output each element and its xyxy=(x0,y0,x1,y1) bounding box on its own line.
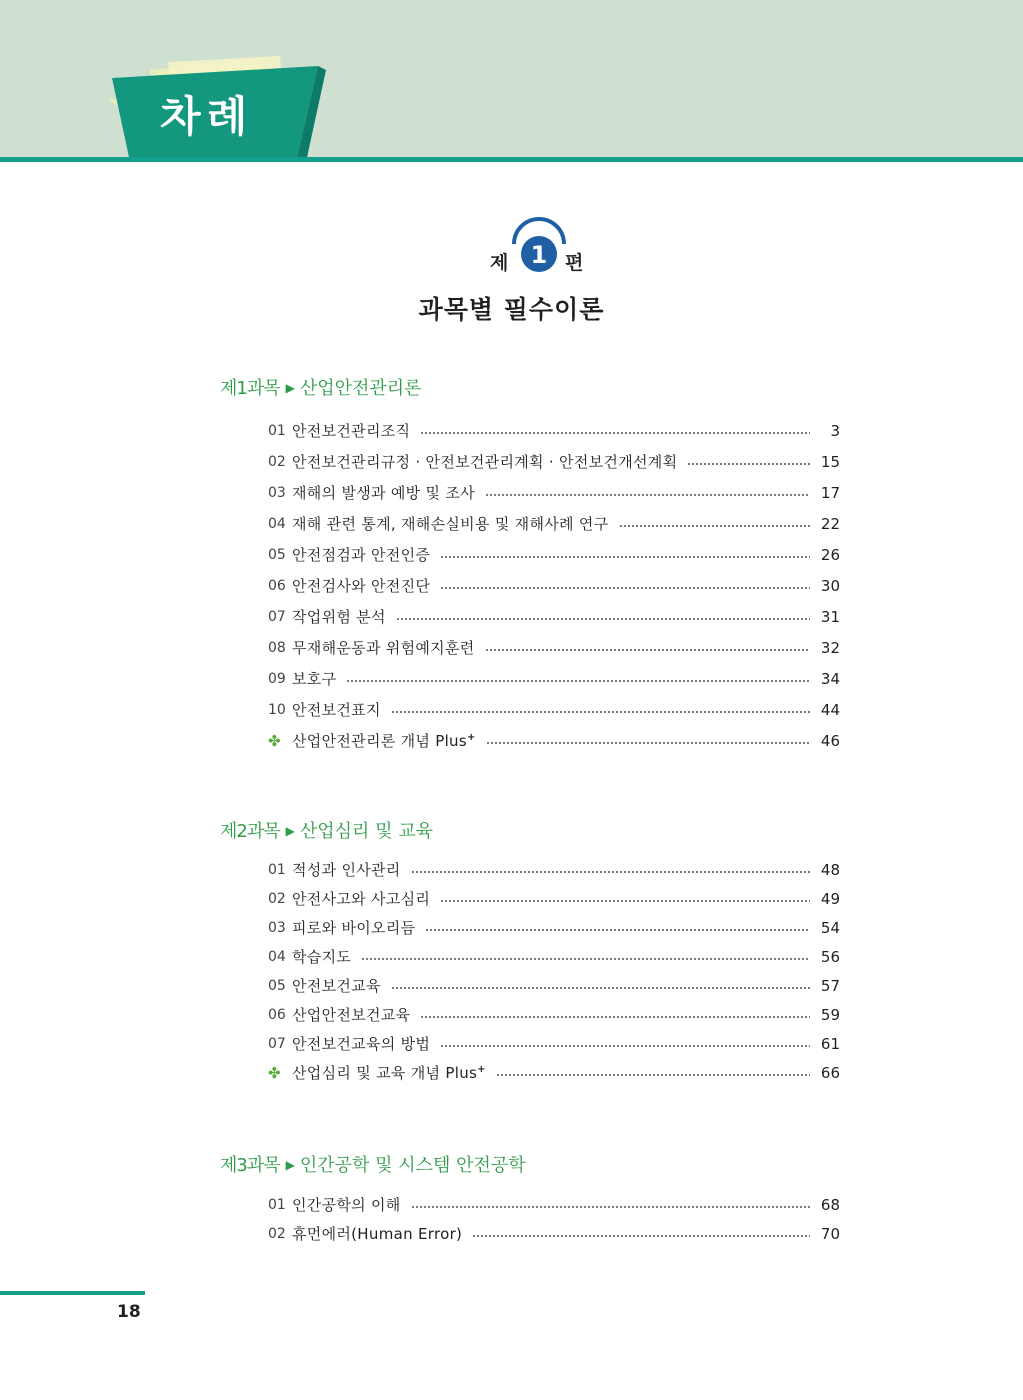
toc-item-page: 22 xyxy=(820,514,840,533)
subject-prefix: 제1과목 xyxy=(220,378,280,399)
toc-item-number: 01 xyxy=(268,861,286,878)
toc-item-title: 인간공학의 이해 xyxy=(292,1196,401,1214)
toc-item[interactable] xyxy=(268,601,840,632)
toc-item[interactable] xyxy=(268,884,840,913)
toc-item-page: 49 xyxy=(820,889,840,908)
toc-item-title: 재해의 발생과 예방 및 조사 xyxy=(292,484,475,502)
toc-item[interactable] xyxy=(268,971,840,1000)
toc-item-page: 57 xyxy=(820,976,840,995)
toc-item-page: 30 xyxy=(820,576,840,595)
toc-item-title: 안전보건교육의 방법 xyxy=(292,1035,431,1053)
toc-item-page: 66 xyxy=(820,1063,840,1082)
dot-leader xyxy=(420,1016,810,1018)
toc-item-page: 17 xyxy=(820,483,840,502)
part-number: 1 xyxy=(530,241,548,269)
subject-heading-3 xyxy=(220,1151,526,1177)
toc-list-2 xyxy=(268,855,840,1087)
clover-bullet-icon: ✤ xyxy=(268,1063,281,1082)
toc-item-number: 07 xyxy=(268,608,286,625)
toc-item-page: 59 xyxy=(820,1005,840,1024)
subject-name: 산업심리 및 교육 xyxy=(299,821,434,842)
dot-leader xyxy=(496,1074,810,1076)
toc-item-page: 44 xyxy=(820,700,840,719)
toc-item[interactable] xyxy=(268,1029,840,1058)
toc-item[interactable] xyxy=(268,570,840,601)
toc-item-number: 08 xyxy=(268,639,286,656)
toc-item-title: 안전보건관리규정 · 안전보건관리계획 · 안전보건개선계획 xyxy=(292,453,678,471)
dot-leader xyxy=(687,463,810,465)
toc-item-page: 61 xyxy=(820,1034,840,1053)
part-badge-icon xyxy=(508,214,570,278)
toc-item-title: 재해 관련 통계, 재해손실비용 및 재해사례 연구 xyxy=(292,515,609,533)
toc-item-number: 02 xyxy=(268,1225,286,1242)
part-title: 과목별 필수이론 xyxy=(418,295,605,324)
subject-heading-1 xyxy=(220,374,422,400)
toc-item-page: 56 xyxy=(820,947,840,966)
toc-item-title: 작업위험 분석 xyxy=(292,608,386,626)
toc-item-title: 안전점검과 안전인증 xyxy=(292,546,431,564)
toc-item-title: 피로와 바이오리듬 xyxy=(292,919,416,937)
toc-item-number: 01 xyxy=(268,422,286,439)
toc-item[interactable] xyxy=(268,477,840,508)
toc-item-page: 70 xyxy=(820,1224,840,1243)
toc-item-number: 06 xyxy=(268,1006,286,1023)
part-prefix: 제 xyxy=(490,252,509,274)
dot-leader xyxy=(619,525,811,527)
part-suffix: 편 xyxy=(565,252,584,274)
dot-leader xyxy=(361,958,810,960)
toc-list-1 xyxy=(268,415,840,756)
subject-name: 인간공학 및 시스템 안전공학 xyxy=(299,1155,526,1176)
toc-item-page: 26 xyxy=(820,545,840,564)
toc-item-number: 10 xyxy=(268,701,286,718)
toc-item-title: 학습지도 xyxy=(292,948,352,966)
toc-item-page: 32 xyxy=(820,638,840,657)
triangle-arrow-icon: ▶ xyxy=(285,1158,295,1172)
toc-item-page: 54 xyxy=(820,918,840,937)
header-divider xyxy=(0,157,1023,162)
toc-item-title: 무재해운동과 위험예지훈련 xyxy=(292,639,475,657)
toc-item-number: 09 xyxy=(268,670,286,687)
toc-item[interactable] xyxy=(268,539,840,570)
dot-leader xyxy=(472,1235,810,1237)
toc-item-title: 안전보건관리조직 xyxy=(292,422,411,440)
dot-leader xyxy=(391,987,810,989)
toc-item-number: 05 xyxy=(268,546,286,563)
toc-item-number: 07 xyxy=(268,1035,286,1052)
dot-leader xyxy=(396,618,810,620)
toc-item-page: 3 xyxy=(830,421,840,440)
triangle-arrow-icon: ▶ xyxy=(285,824,295,838)
toc-item-page: 34 xyxy=(820,669,840,688)
toc-item-title: 안전사고와 사고심리 xyxy=(292,890,431,908)
subject-heading-2 xyxy=(220,817,433,843)
toc-item-page: 48 xyxy=(820,860,840,879)
dot-leader xyxy=(486,742,810,744)
toc-item[interactable] xyxy=(268,415,840,446)
toc-item-number: 03 xyxy=(268,484,286,501)
toc-item-title: 적성과 인사관리 xyxy=(292,861,401,879)
dot-leader xyxy=(440,1045,810,1047)
toc-item-title: 산업안전보건교육 xyxy=(292,1006,411,1024)
triangle-arrow-icon: ▶ xyxy=(285,381,295,395)
toc-item-number: 02 xyxy=(268,890,286,907)
page-number: 18 xyxy=(117,1302,141,1322)
dot-leader xyxy=(411,1206,810,1208)
dot-leader xyxy=(425,929,810,931)
toc-item-page: 31 xyxy=(820,607,840,626)
dot-leader xyxy=(420,432,810,434)
toc-item[interactable] xyxy=(268,632,840,663)
dot-leader xyxy=(440,556,810,558)
footer-bar xyxy=(0,1291,145,1295)
dot-leader xyxy=(440,587,810,589)
dot-leader xyxy=(485,494,810,496)
toc-item[interactable] xyxy=(268,1190,840,1219)
toc-item-number: 04 xyxy=(268,948,286,965)
toc-title: 차례 xyxy=(160,92,254,141)
toc-item-title: 안전검사와 안전진단 xyxy=(292,577,431,595)
toc-item-plus[interactable] xyxy=(268,1058,840,1087)
toc-item-number: 03 xyxy=(268,919,286,936)
subject-prefix: 제2과목 xyxy=(220,821,280,842)
toc-item[interactable] xyxy=(268,1219,840,1248)
toc-item-number: 01 xyxy=(268,1196,286,1213)
dot-leader xyxy=(440,900,810,902)
toc-item[interactable] xyxy=(268,663,840,694)
toc-item[interactable] xyxy=(268,694,840,725)
toc-item-title: 휴먼에러(Human Error) xyxy=(292,1225,463,1243)
dot-leader xyxy=(346,680,810,682)
toc-item-page: 15 xyxy=(820,452,840,471)
toc-item-title: 보호구 xyxy=(292,670,337,688)
toc-item-title: 산업심리 및 교육 개념 Plus+ xyxy=(292,1064,486,1082)
toc-item[interactable] xyxy=(268,446,840,477)
toc-item[interactable] xyxy=(268,942,840,971)
dot-leader xyxy=(485,649,810,651)
toc-item-number: 02 xyxy=(268,453,286,470)
toc-item-page: 46 xyxy=(820,731,840,750)
clover-bullet-icon: ✤ xyxy=(268,731,281,750)
dot-leader xyxy=(411,871,810,873)
toc-item-title: 안전보건표지 xyxy=(292,701,381,719)
toc-list-3 xyxy=(268,1190,840,1248)
toc-item[interactable] xyxy=(268,1000,840,1029)
toc-item[interactable] xyxy=(268,508,840,539)
toc-item[interactable] xyxy=(268,913,840,942)
toc-item-title: 산업안전관리론 개념 Plus+ xyxy=(292,732,476,750)
subject-prefix: 제3과목 xyxy=(220,1155,280,1176)
toc-item-title: 안전보건교육 xyxy=(292,977,381,995)
toc-item-page: 68 xyxy=(820,1195,840,1214)
dot-leader xyxy=(391,711,810,713)
toc-item-plus[interactable] xyxy=(268,725,840,756)
toc-item-number: 06 xyxy=(268,577,286,594)
toc-item[interactable] xyxy=(268,855,840,884)
toc-item-number: 04 xyxy=(268,515,286,532)
subject-name: 산업안전관리론 xyxy=(299,378,422,399)
toc-item-number: 05 xyxy=(268,977,286,994)
